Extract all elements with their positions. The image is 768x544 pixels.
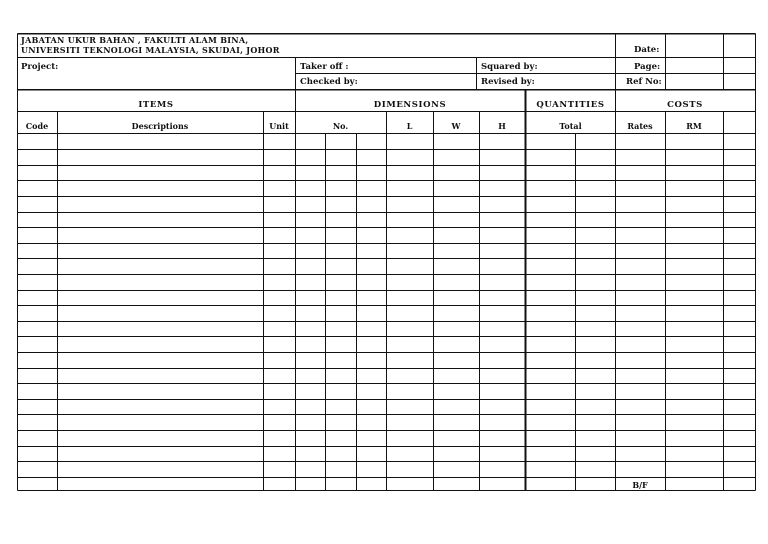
descriptions-column-header: Descriptions [131,121,189,131]
unit-column-header: Unit [269,121,289,131]
institution-line-2: UNIVERSITI TEKNOLOGI MALAYSIA, SKUDAI, JOHOR [21,45,280,55]
code-column-header: Code [25,121,49,131]
rates-column-header: Rates [627,121,653,131]
quantities-heading: QUANTITIES [536,100,605,110]
w-column-header: W [451,121,461,131]
page-label: Page: [634,62,661,72]
institution-line-1: JABATAN UKUR BAHAN , FAKULTI ALAM BINA, [21,35,249,45]
ref-no-label: Ref No: [626,77,662,87]
squared-by-label: Squared by: [481,62,538,72]
taker-off-label: Taker off : [300,62,349,72]
project-label: Project: [21,62,59,72]
l-column-header: L [406,121,413,131]
total-column-header: Total [559,121,582,131]
rm-column-header: RM [686,121,702,131]
items-heading: ITEMS [138,100,174,110]
date-label: Date: [634,45,660,55]
no-column-header: No. [332,121,349,131]
h-column-header: H [498,121,506,131]
dimensions-heading: DIMENSIONS [373,100,447,110]
brought-forward-label: B/F [632,480,648,490]
costs-heading: COSTS [667,100,703,110]
revised-by-label: Revised by: [481,77,535,87]
checked-by-label: Checked by: [300,77,358,87]
